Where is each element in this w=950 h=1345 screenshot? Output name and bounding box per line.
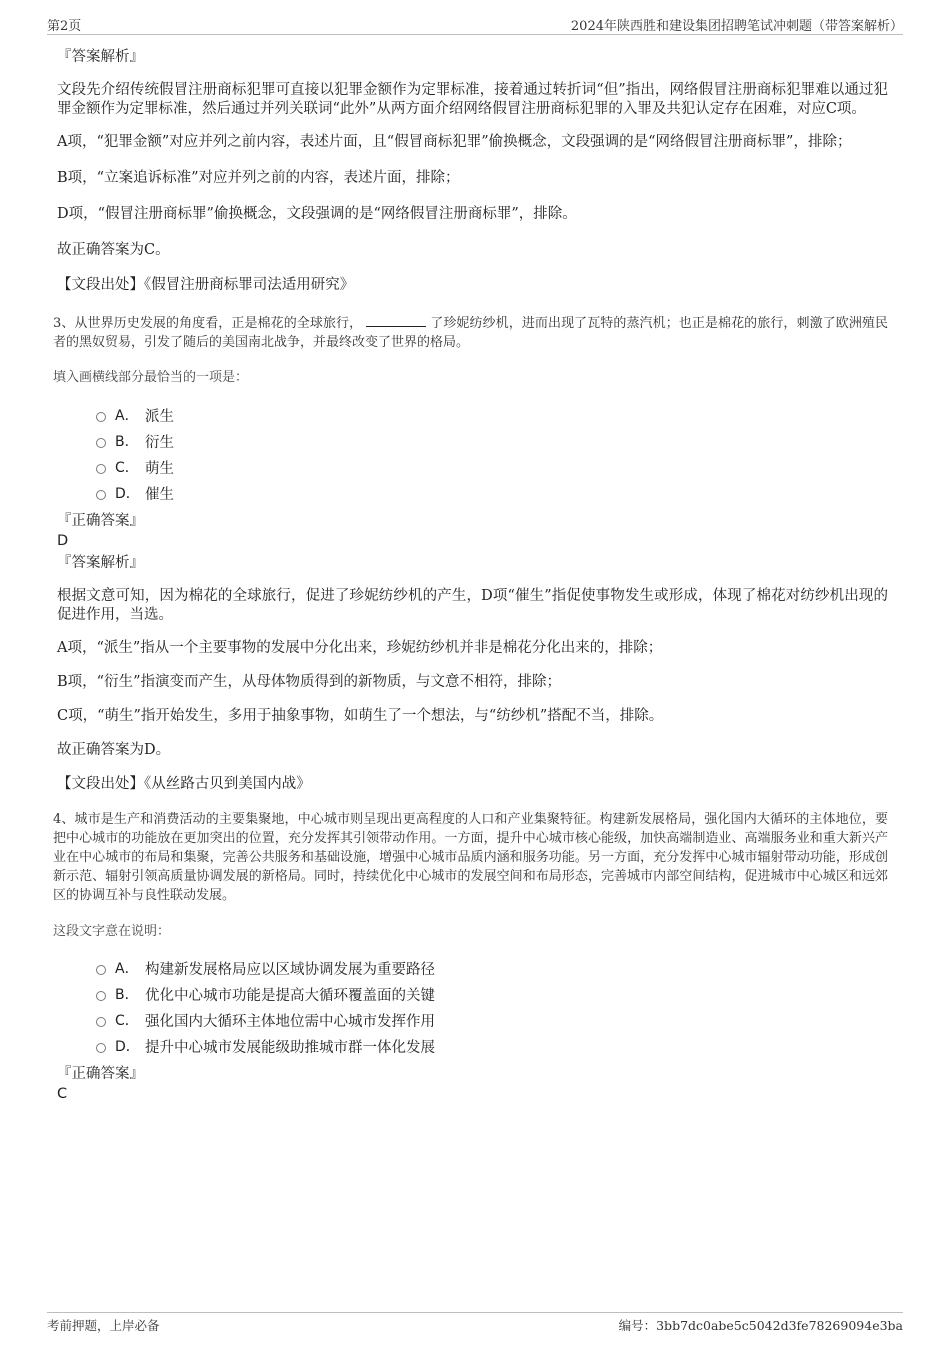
- q3-question: [53, 314, 888, 352]
- option-text: 派生: [145, 408, 174, 425]
- q3-question-pre: 3、从世界历史发展的角度看，正是棉花的全球旅行，: [53, 316, 363, 331]
- document-title: 2024年陕西胜和建设集团招聘笔试冲刺题（带答案解析）: [570, 19, 903, 34]
- radio-icon[interactable]: [96, 438, 106, 448]
- q2-analysis-conclusion: 故正确答案为C。: [57, 242, 170, 258]
- q2-analysis-label: 『答案解析』: [57, 49, 144, 65]
- q3-analysis-para-3: B项，“衍生”指演变而产生，从母体物质得到的新物质，与文意不相符，排除；: [57, 674, 561, 690]
- document-id: 编号：3bb7dc0abe5c5042d3fe78269094e3ba: [618, 1318, 903, 1333]
- option-text: 催生: [145, 486, 174, 503]
- q3-analysis-para-1: 根据文意可知，因为棉花的全球旅行，促进了珍妮纺纱机的产生，D项“催生”指促使事物发生或形成，体现了棉花对纺纱机出现的促进作用，当选。: [57, 588, 888, 623]
- option-text: 衍生: [145, 434, 174, 451]
- q4-option-a[interactable]: [96, 955, 950, 981]
- radio-icon[interactable]: [96, 464, 106, 474]
- q2-analysis-para-1: 文段先介绍传统假冒注册商标犯罪可直接以犯罪金额作为定罪标准，接着通过转折词“但”指出，网络假冒注册商标犯罪难以通过犯罪金额作为定罪标准，然后通过并列关联词“此外”从两方面介绍网络假冒注册商标犯罪的入罪及共犯认定存在困难，对应C项。: [57, 82, 888, 117]
- radio-icon[interactable]: [96, 991, 106, 1001]
- option-letter: D．: [115, 486, 140, 502]
- q3-analysis-conclusion: 故正确答案为D。: [57, 742, 171, 758]
- option-letter: C．: [115, 1013, 139, 1029]
- q4-option-d[interactable]: [96, 1033, 950, 1059]
- q4-options: [96, 955, 950, 1059]
- option-letter: B．: [115, 434, 139, 450]
- page-content: [0, 40, 950, 1104]
- q2-analysis-para-2: A项，“犯罪金额”对应并列之前内容，表述片面，且“假冒商标犯罪”偷换概念，文段强调的是“网络假冒注册商标罪”，排除；: [57, 134, 852, 150]
- q2-analysis-para-4: D项，“假冒注册商标罪”偷换概念，文段强调的是“网络假冒注册商标罪”，排除。: [57, 206, 577, 222]
- q3-prompt: 填入画横线部分最恰当的一项是：: [53, 370, 249, 385]
- option-text: 优化中心城市功能是提高大循环覆盖面的关键: [145, 987, 435, 1004]
- option-text: 萌生: [145, 460, 174, 477]
- option-letter: A．: [115, 408, 139, 424]
- q3-analysis-label: 『答案解析』: [57, 555, 144, 571]
- option-letter: B．: [115, 987, 139, 1003]
- page-number: 第2页: [47, 19, 82, 34]
- q3-options: [96, 402, 950, 506]
- q3-option-b[interactable]: [96, 428, 950, 454]
- page-footer: [47, 1312, 903, 1333]
- q4-correct-label: 『正确答案』: [57, 1066, 144, 1082]
- radio-icon[interactable]: [96, 1043, 106, 1053]
- q2-source: 【文段出处】《假冒注册商标罪司法适用研究》: [57, 277, 355, 293]
- option-letter: C．: [115, 460, 139, 476]
- q4-question: 4、城市是生产和消费活动的主要集聚地，中心城市则呈现出更高程度的人口和产业集聚特征。构建新发展格局，强化国内大循环的主体地位，要把中心城市的功能放在更加突出的位置，充分发挥其引领带动作用。一方面，提升中心城市核心能级，加快高端制造业、高端服务业和重大新兴产业在中心城市的布局和集聚，完善公共服务和基础设施，增强中心城市品质内涵和服务功能。另一方面，充分发挥中心城市辐射带动功能，形成创新示范、辐射引领高质量协调发展的新格局。同时，持续优化中心城市的发展空间和布局形态，完善城市内部空间结构，促进城市中心城区和远郊区的协调互补与良性联动发展。: [53, 812, 888, 903]
- q3-blank: [366, 326, 426, 327]
- q3-source: 【文段出处】《从丝路古贝到美国内战》: [57, 776, 311, 792]
- q3-question-post: 了珍妮纺纱机，进而出现了瓦特的蒸汽机；也正是棉花的旅行，刺激了欧洲殖民者的黑奴贸易，引发了随后的美国南北战争，并最终改变了世界的格局。: [53, 316, 888, 350]
- option-text: 强化国内大循环主体地位需中心城市发挥作用: [145, 1013, 435, 1030]
- q3-option-c[interactable]: [96, 454, 950, 480]
- q4-option-b[interactable]: [96, 981, 950, 1007]
- q3-analysis-para-2: A项，“派生”指从一个主要事物的发展中分化出来，珍妮纺纱机并非是棉花分化出来的，排除；: [57, 640, 663, 656]
- q4-prompt: 这段文字意在说明：: [53, 924, 171, 939]
- radio-icon[interactable]: [96, 965, 106, 975]
- q3-correct-label: 『正确答案』: [57, 513, 144, 529]
- footer-slogan: 考前押题，上岸必备: [47, 1318, 160, 1333]
- radio-icon[interactable]: [96, 412, 106, 422]
- page-header: [47, 14, 903, 35]
- q3-analysis-para-4: C项，“萌生”指开始发生，多用于抽象事物，如萌生了一个想法，与“纺纱机”搭配不当，排除。: [57, 708, 664, 724]
- option-text: 提升中心城市发展能级助推城市群一体化发展: [145, 1039, 435, 1056]
- q4-option-c[interactable]: [96, 1007, 950, 1033]
- q3-option-d[interactable]: [96, 480, 950, 506]
- option-letter: D．: [115, 1039, 140, 1055]
- q3-correct-answer: D: [57, 533, 69, 549]
- option-text: 构建新发展格局应以区域协调发展为重要路径: [145, 961, 435, 978]
- radio-icon[interactable]: [96, 1017, 106, 1027]
- option-letter: A．: [115, 961, 139, 977]
- q4-correct-answer: C: [57, 1086, 68, 1102]
- radio-icon[interactable]: [96, 490, 106, 500]
- q3-option-a[interactable]: [96, 402, 950, 428]
- q2-analysis-para-3: B项，“立案追诉标准”对应并列之前的内容，表述片面，排除；: [57, 170, 460, 186]
